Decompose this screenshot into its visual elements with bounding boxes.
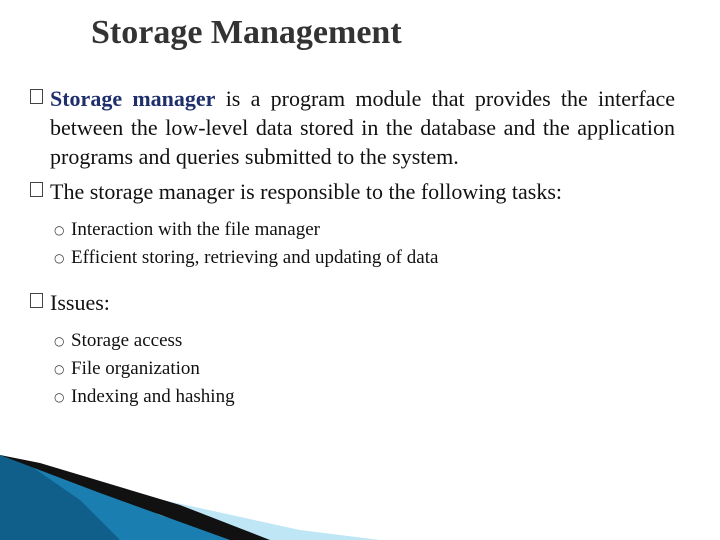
bullet-tasks bbox=[30, 177, 675, 206]
bullet-storage-manager bbox=[30, 84, 675, 171]
square-bullet-icon bbox=[30, 182, 43, 197]
list-item: ○ Indexing and hashing bbox=[30, 383, 675, 411]
circle-bullet-icon: ○ bbox=[54, 251, 65, 265]
issues-sublist bbox=[30, 327, 675, 411]
slide-body bbox=[30, 84, 675, 427]
circle-bullet-icon: ○ bbox=[54, 223, 65, 237]
list-item: ○ Storage access bbox=[30, 327, 675, 355]
list-item: ○ Interaction with the file manager bbox=[30, 216, 675, 244]
square-bullet-icon bbox=[30, 293, 43, 308]
list-item: ○ File organization bbox=[30, 355, 675, 383]
tasks-sublist bbox=[30, 216, 675, 272]
list-item: ○ Efficient storing, retrieving and updating of data bbox=[30, 244, 675, 272]
highlight-term: Storage manager bbox=[50, 86, 216, 111]
bullet-text: The storage manager is responsible to the following tasks: bbox=[50, 179, 562, 204]
bullet-text: is a program module that provides the interface between the low-level data stored in the database and the application programs and queries submitted to the system. bbox=[50, 86, 675, 169]
circle-bullet-icon: ○ bbox=[54, 362, 65, 376]
bullet-text: Issues: bbox=[50, 290, 110, 315]
circle-bullet-icon: ○ bbox=[54, 390, 65, 404]
circle-bullet-icon: ○ bbox=[54, 334, 65, 348]
bullet-issues bbox=[30, 288, 675, 317]
slide-title: Storage Management bbox=[91, 14, 402, 51]
square-bullet-icon bbox=[30, 89, 43, 104]
